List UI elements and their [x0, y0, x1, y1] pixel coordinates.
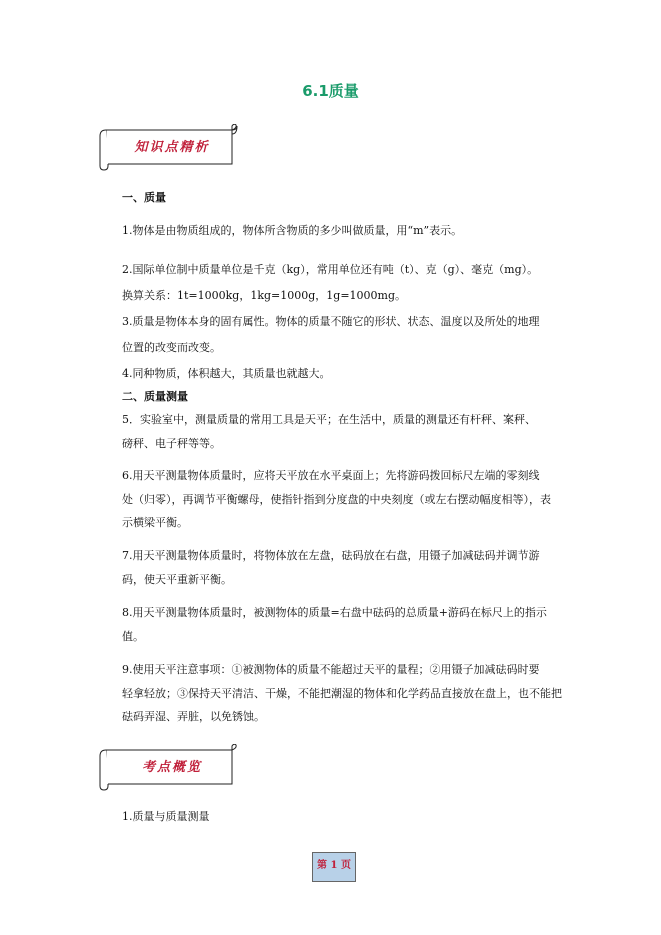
- paragraph-6-line-2: 处（归零），再调节平衡螺母，使指针指到分度盘的中央刻度（或左右摆动幅度相等），表: [122, 493, 551, 506]
- section-heading-mass: 一、质量: [122, 191, 166, 204]
- paragraph-4: 4.同种物质，体积越大，其质量也就越大。: [122, 367, 331, 380]
- paragraph-7-line-2: 码，使天平重新平衡。: [122, 573, 232, 586]
- paragraph-2-line-1: 2.国际单位制中质量单位是千克（kg），常用单位还有吨（t）、克（g）、毫克（mg）。: [122, 263, 539, 276]
- paragraph-3-line-1: 3.质量是物体本身的固有属性。物体的质量不随它的形状、状态、温度以及所处的地理: [122, 315, 540, 328]
- paragraph-5-line-2: 磅秤、电子秤等等。: [122, 437, 221, 450]
- paragraph-9-line-1: 9.使用天平注意事项：①被测物体的质量不能超过天平的量程；②用镊子加减砝码时要: [122, 663, 540, 676]
- paragraph-1: 1.物体是由物质组成的，物体所含物质的多少叫做质量，用“m”表示。: [122, 224, 463, 237]
- section-banner-exam: [98, 744, 238, 792]
- paragraph-5-line-1: 5．实验室中，测量质量的常用工具是天平；在生活中，质量的测量还有杆秤、案秤、: [122, 413, 536, 426]
- paragraph-2-line-2: 换算关系：1t=1000kg，1kg=1000g，1g=1000mg。: [122, 289, 407, 302]
- paragraph-9-line-2: 轻拿轻放；③保持天平清洁、干燥，不能把潮湿的物体和化学药品直接放在盘上，也不能把: [122, 687, 562, 700]
- banner-label: 考点概览: [141, 760, 202, 775]
- paragraph-8-line-1: 8.用天平测量物体质量时，被测物体的质量=右盘中砝码的总质量+游码在标尺上的指示: [122, 606, 547, 619]
- paragraph-6-line-1: 6.用天平测量物体质量时，应将天平放在水平桌面上；先将游码拨回标尺左端的零刻线: [122, 469, 540, 482]
- paragraph-3-line-2: 位置的改变而改变。: [122, 341, 221, 354]
- banner-label: 知识点精析: [134, 140, 210, 155]
- section-banner-knowledge: [98, 124, 238, 172]
- section-heading-measurement: 二、质量测量: [122, 390, 188, 403]
- paragraph-6-line-3: 示横梁平衡。: [122, 516, 188, 529]
- paragraph-10: 1.质量与质量测量: [122, 810, 210, 823]
- page-number-box: [312, 852, 356, 882]
- paragraph-8-line-2: 值。: [122, 630, 144, 643]
- paragraph-7-line-1: 7.用天平测量物体质量时，将物体放在左盘，砝码放在右盘，用镊子加减砝码并调节游: [122, 549, 540, 562]
- paragraph-9-line-3: 砝码弄湿、弄脏，以免锈蚀。: [122, 710, 265, 723]
- page-title: 6.1质量: [302, 82, 359, 100]
- page-number: 第 1 页: [317, 860, 351, 871]
